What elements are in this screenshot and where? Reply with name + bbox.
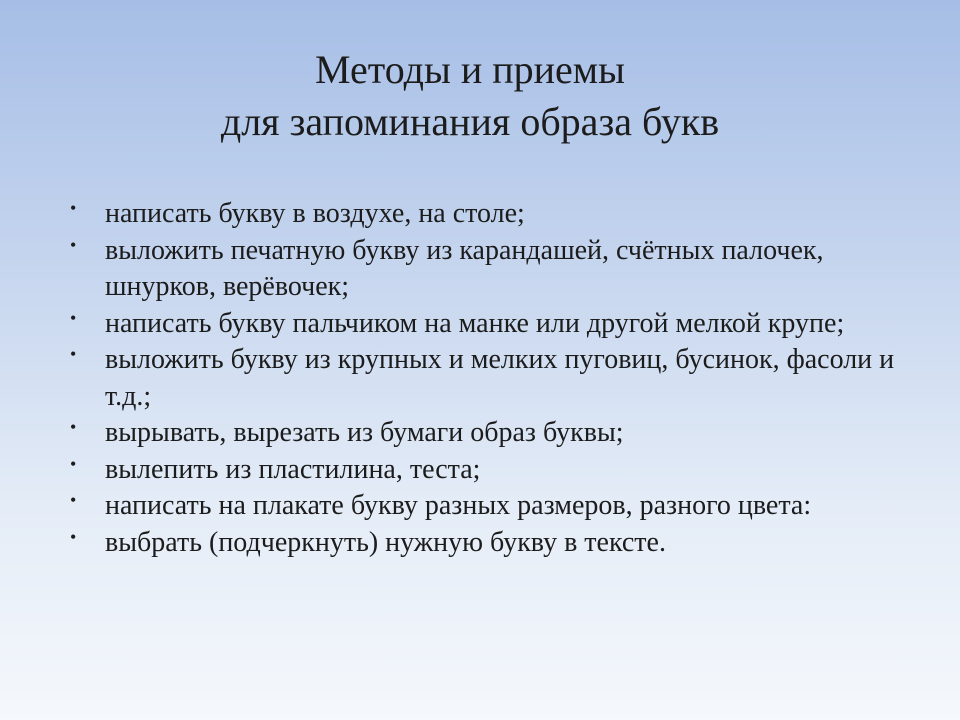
list-item-text: написать букву в воздухе, на столе; — [105, 198, 525, 229]
list-item — [70, 306, 910, 343]
bullet-icon: • — [70, 526, 77, 547]
list-item-text: написать букву пальчиком на манке или другой мелкой крупе; — [105, 307, 845, 339]
list-item-text: выложить печатную букву из карандашей, счётных палочек, шнурков, верёвочек; — [105, 234, 824, 302]
list-item — [70, 196, 910, 233]
bullet-icon: • — [70, 417, 77, 437]
list-item — [70, 488, 910, 525]
list-item-text: вылепить из пластилина, теста; — [105, 453, 481, 485]
list-item — [70, 342, 910, 415]
title-line-1: Методы и приемы — [315, 47, 625, 92]
methods-list — [70, 196, 910, 561]
list-item — [70, 415, 910, 452]
bullet-icon: • — [70, 344, 77, 364]
list-item-text: выложить букву из крупных и мелких пуговиц, бусинок, фасоли и т.д.; — [105, 344, 895, 412]
bullet-icon: • — [70, 453, 77, 474]
list-item-text: вырывать, вырезать из бумаги образ буквы; — [105, 417, 624, 448]
bullet-icon: • — [70, 490, 77, 510]
bullet-icon: • — [70, 234, 77, 255]
list-item — [70, 452, 910, 489]
title-line-2: для запоминания образа букв — [220, 99, 720, 144]
slide-title — [0, 44, 940, 148]
bullet-icon: • — [70, 198, 77, 218]
bullet-icon: • — [70, 307, 77, 328]
list-item-text: выбрать (подчеркнуть) нужную букву в тексте. — [105, 526, 666, 558]
list-item — [70, 525, 910, 562]
list-item — [70, 233, 910, 306]
list-item-text: написать на плакате букву разных размеров, разного цвета: — [105, 490, 812, 521]
